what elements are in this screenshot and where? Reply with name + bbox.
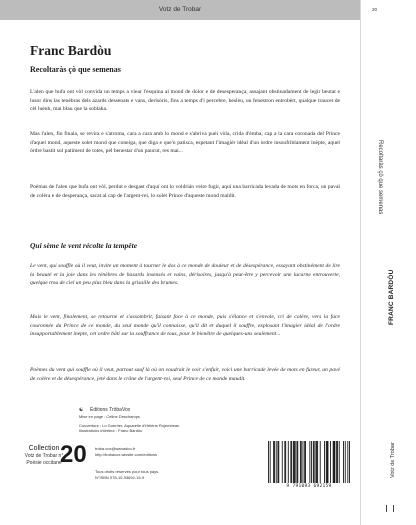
credit-line: Couverture : Lo Guerrier, Aquarelle d'Hélène Rojembeau: [79, 422, 180, 428]
barcode-bar: [326, 441, 327, 483]
barcode-bar: [303, 441, 304, 483]
barcode-bar: [336, 441, 337, 483]
collection-series: Votz de Trobar n°: [24, 453, 64, 459]
barcode-bar: [333, 441, 334, 483]
barcode-bar: [309, 441, 310, 483]
barcode-bar: [324, 441, 325, 483]
barcode-bar: [347, 441, 348, 483]
title-occitan: Recoltaràs çò que semenas: [30, 65, 121, 74]
publisher-logo-icon: ☯: [79, 407, 84, 413]
contact-url: http://trobavox.wixsite.com/editions: [95, 451, 158, 457]
barcode-bar: [334, 441, 335, 483]
barcode-bar: [270, 441, 271, 483]
title-french: Qui sème le vent récolte la tempête: [30, 241, 138, 250]
barcode-bar: [284, 441, 285, 483]
publisher-name: Éditions TròbaVox: [90, 407, 131, 413]
barcode-bar: [276, 441, 277, 483]
barcode-bar: [304, 441, 305, 483]
spine-title: Recoltaràs çò que semenas: [377, 140, 383, 215]
isbn-line: N°ISBN 978-10-93692-15-9: [95, 474, 145, 480]
barcode-bar: [293, 441, 294, 483]
barcode-bar: [314, 441, 315, 483]
barcode-bar: [278, 441, 279, 483]
legal-notice: [95, 469, 159, 480]
french-paragraph: Mais le vent, finalement, se retourne et s'assombrit, faisant face à ce monde, puis s'élance et s'envole, cri de colère, vers la face couronnée du Prince de ce monde, du seul monde qu'il connaisse, qu'il dit et duquel il souffre, explosant l'imagier idéal de l'ordre insupportablement inepte, cet ordre bâti sur la souffrance de tous, pour le bienêtre de quelques-uns seulement...: [30, 314, 340, 337]
collection-genre: Poèsie occitane: [26, 460, 62, 466]
spine-author: FRANC BARDÒU: [388, 269, 395, 325]
barcode-bar: [339, 441, 340, 483]
barcode-bar: [277, 441, 278, 483]
credits: [79, 414, 209, 434]
barcode-bar: [273, 441, 274, 483]
spine-divider: [360, 0, 361, 525]
barcode-bar: [349, 441, 350, 483]
barcode-bar: [291, 441, 292, 483]
spine-series: Votz de Trobar: [390, 442, 396, 478]
occitan-paragraph: Mas l'alen, fin finala, se revira e s'atroma, cara a cara amb lo mond e s'abriva puèi vòla, crida d'èmba, cap a la cara coronada del Prince d'aquel mond, aqueste solet mond que coneiga, que diga e que'n patisca, espetant l'imagièr idèal d'un òrdre insoufriblament inèpte, aquel òrdre bastit sul patiment de totes, pel benestar d'un paucut, res mai...: [30, 131, 340, 154]
author-name: Franc Bardòu: [30, 43, 112, 58]
barcode-bar: [343, 441, 344, 483]
barcode-bar: [337, 441, 338, 483]
contact-email: tròba.vox@wanadoo.fr: [95, 446, 136, 451]
spine-number: 20: [372, 7, 378, 12]
barcode-bar: [327, 441, 328, 483]
barcode-bar: [290, 441, 291, 483]
spine-mark: [386, 505, 394, 512]
barcode-bar: [295, 441, 296, 483]
credit-line: Mise en page : Céline Deschamps: [79, 414, 140, 419]
barcode-bar: [330, 441, 331, 483]
french-paragraph: Poèmes du vent qui souffle où il veut, partout sauf là où on voudrait le voir s'enfuir, voici une barricade levée de mots en fureur, un pavé de colère et de désespérance, jeté dans le crâne de l'argent-roi, seul Prince de ce monde maudit.: [30, 367, 340, 382]
occitan-paragraph: L'alen que bufa ont vòl convida un temps a viear l'esquina al mond de dolor e de desesperança, assajant obstinadament de legir beutat e lusor dins las tenèbras dels azards dessenats e vans, derisòris, fins a temps d'i percebre, beslèu, un fenestron entrobèrt, qualque traucet de cèl luènh, mai blau que la soblaha.: [30, 89, 340, 112]
isbn-barcode: [268, 441, 350, 483]
collection-number: 20: [60, 441, 87, 468]
barcode-bar: [285, 441, 286, 483]
barcode-digits: 9 791093 692159: [286, 484, 332, 489]
barcode-bar: [328, 441, 329, 483]
barcode-bar: [274, 441, 275, 483]
barcode-bar: [297, 441, 298, 483]
barcode-bar: [316, 441, 317, 483]
barcode-bar: [313, 441, 314, 483]
barcode-bar: [311, 441, 312, 483]
french-paragraph: Le vent, qui souffle où il veut, invite un moment à tourner le dos à ce monde de douleur et de désespérance, essayant obstinément de lire la beauté et la joie dans les ténèbres de hasards insensés et vains, dérisoires, jusqu'à peut-être y percevoir une lucarne entrouverte, quelque trou de ciel un peu plus bleu dans la grisaille des brumes.: [30, 263, 340, 286]
publisher-contact: [95, 446, 157, 457]
barcode-bar: [282, 441, 283, 483]
barcode-bar: [301, 441, 302, 483]
barcode-bar: [320, 441, 321, 483]
barcode-bar: [315, 441, 316, 483]
barcode-bar: [300, 441, 301, 483]
barcode-bar: [294, 441, 295, 483]
collection-label: Collection: [28, 445, 60, 452]
barcode-bar: [268, 441, 269, 483]
barcode-bar: [345, 441, 346, 483]
barcode-bar: [334, 441, 335, 483]
occitan-paragraph: Poèmas de l'alen que bufa ont vòl, perdut e desgast d'aquí ont lo voldrián veire fugir, aquí una barricada levada de mots en forca, un paval de colèra e de desperança, sacat al cap de l'argent-rei, lo solet Prince d'aqueste mond maldit.: [30, 184, 340, 199]
rights-line: Tous droits réservés pour tous pays.: [95, 469, 160, 474]
barcode-bar: [317, 441, 318, 483]
barcode-bar: [296, 441, 297, 483]
credit-line: Illustrations intérieur : Franc Bardòu: [79, 428, 143, 433]
series-name-top: Votz de Trobar: [158, 6, 202, 13]
barcode-bar: [288, 441, 289, 483]
barcode-bar: [305, 441, 306, 483]
